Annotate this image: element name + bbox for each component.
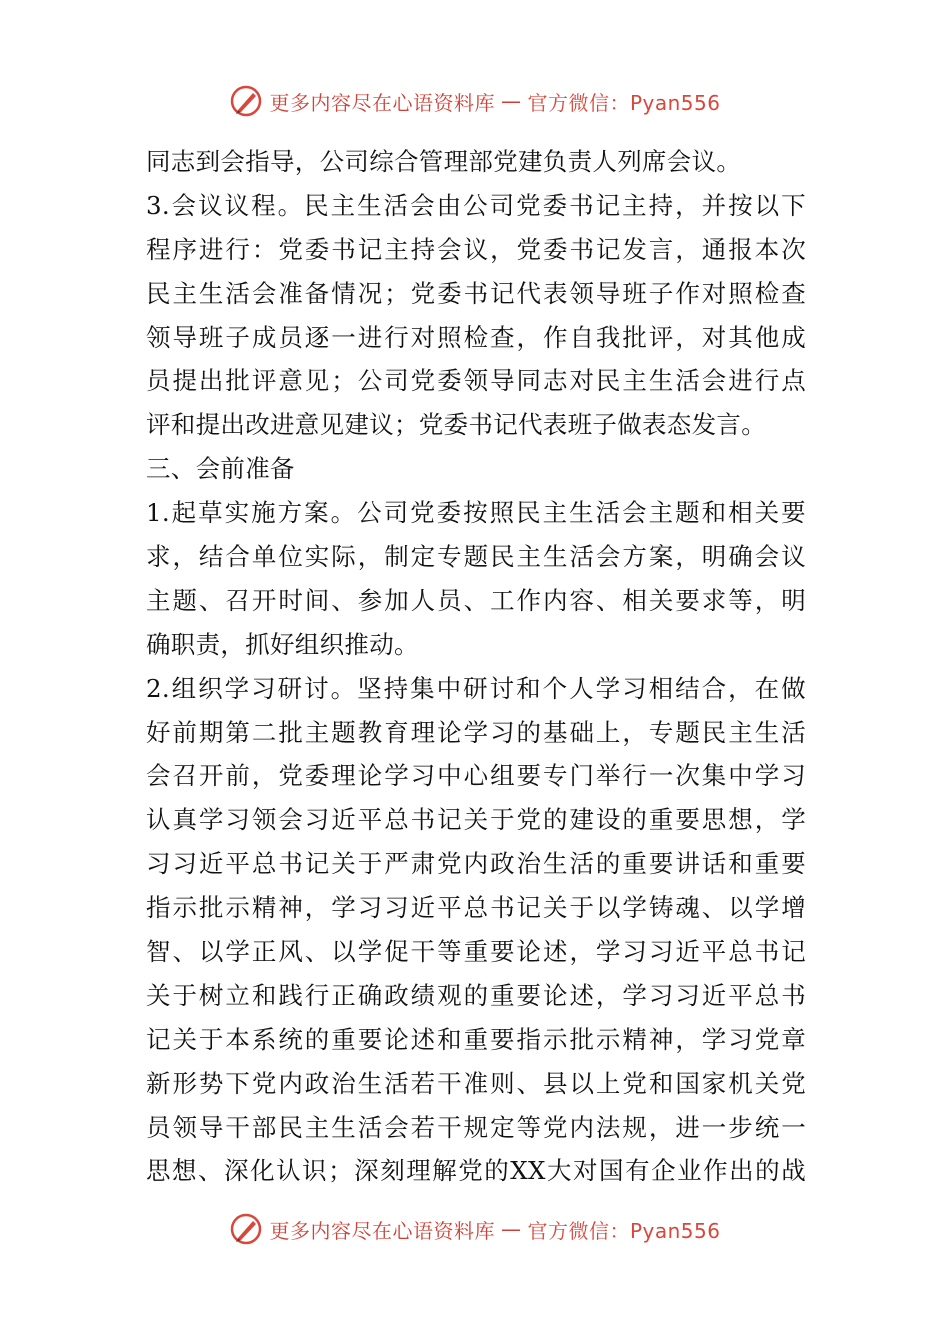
text-line: 程序进行：党委书记主持会议，党委书记发言，通报本次 xyxy=(146,234,806,264)
text-line: 民主生活会准备情况；党委书记代表领导班子作对照检查 xyxy=(146,278,806,308)
document-body xyxy=(146,140,806,1193)
text-line: 智、以学正风、以学促干等重要论述，学习习近平总书记 xyxy=(146,937,806,967)
text-line: 同志到会指导，公司综合管理部党建负责人列席会议。 xyxy=(146,147,742,176)
text-line: 新形势下党内政治生活若干准则、县以上党和国家机关党 xyxy=(146,1068,806,1098)
header-watermark xyxy=(0,84,950,118)
watermark-subtitle: 官方微信：Pyan556 xyxy=(527,1218,721,1243)
text-line: 评和提出改进意见建议；党委书记代表班子做表态发言。 xyxy=(146,410,766,440)
text-line: 关于树立和践行正确政绩观的重要论述，学习习近平总书 xyxy=(146,980,806,1010)
text-line: 主题、召开时间、参加人员、工作内容、相关要求等，明 xyxy=(146,585,806,615)
pen-logo-icon xyxy=(229,84,263,118)
text-line: 思想、深化认识；深刻理解党的XX大对国有企业作出的战 xyxy=(146,1156,806,1186)
watermark-separator: — xyxy=(500,1217,522,1241)
text-line: 好前期第二批主题教育理论学习的基础上，专题民主生活 xyxy=(146,717,806,747)
text-line: 2.组织学习研讨。坚持集中研讨和个人学习相结合，在做 xyxy=(146,673,806,703)
watermark-text: 更多内容尽在心语资料库 xyxy=(269,1218,495,1243)
watermark-subtitle: 官方微信：Pyan556 xyxy=(527,90,721,115)
text-line: 指示批示精神，学习习近平总书记关于以学铸魂、以学增 xyxy=(146,893,806,923)
footer-watermark xyxy=(0,1212,950,1246)
text-line: 三、会前准备 xyxy=(146,454,295,484)
text-line: 3.会议议程。民主生活会由公司党委书记主持，并按以下 xyxy=(146,190,806,220)
text-line: 习习近平总书记关于严肃党内政治生活的重要讲话和重要 xyxy=(146,849,806,879)
text-line: 确职责，抓好组织推动。 xyxy=(146,629,419,659)
text-line: 求，结合单位实际，制定专题民主生活会方案，明确会议 xyxy=(146,542,806,572)
watermark-separator: — xyxy=(500,89,522,113)
text-line: 会召开前，党委理论学习中心组要专门举行一次集中学习 xyxy=(146,761,806,791)
text-line: 员领导干部民主生活会若干规定等党内法规，进一步统一 xyxy=(146,1112,806,1142)
text-line: 领导班子成员逐一进行对照检查，作自我批评，对其他成 xyxy=(146,322,806,352)
text-line: 认真学习领会习近平总书记关于党的建设的重要思想，学 xyxy=(146,805,806,835)
text-line: 员提出批评意见；公司党委领导同志对民主生活会进行点 xyxy=(146,366,806,396)
text-line: 1.起草实施方案。公司党委按照民主生活会主题和相关要 xyxy=(146,498,806,528)
pen-logo-icon xyxy=(229,1212,263,1246)
text-line: 记关于本系统的重要论述和重要指示批示精神，学习党章 xyxy=(146,1024,806,1054)
watermark-text: 更多内容尽在心语资料库 xyxy=(269,90,495,115)
